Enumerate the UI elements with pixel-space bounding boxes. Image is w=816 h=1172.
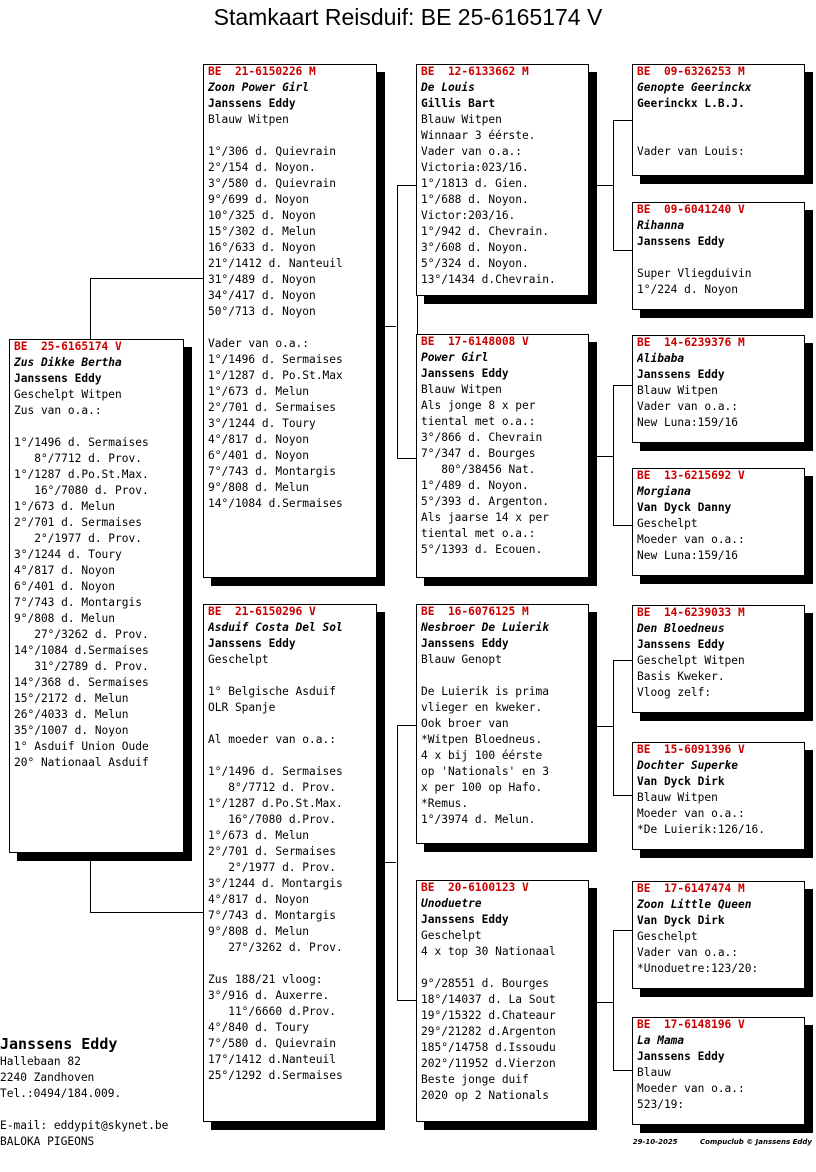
ring-number: BE 15-6091396 V xyxy=(637,743,745,756)
breeder-name: Janssens Eddy xyxy=(637,368,725,381)
pedigree-line xyxy=(208,716,372,732)
pedigree-line: 3°/866 d. Chevrain xyxy=(421,431,543,444)
pedigree-line: *Remus. xyxy=(421,797,469,810)
pedigree-line: Geschelpt xyxy=(637,930,698,943)
pedigree-line: Beste jonge duif xyxy=(421,1073,529,1086)
footer-date: 29-10-2025 xyxy=(632,1138,678,1146)
pigeon-name: Asduif Costa Del Sol xyxy=(208,621,343,634)
pedigree-line: Vloog zelf: xyxy=(637,686,712,699)
pedigree-line: 20° Nationaal Asduif xyxy=(14,756,149,769)
pedigree-line xyxy=(208,748,372,764)
pigeon-card-fmf xyxy=(632,335,805,443)
pedigree-line: Super Vliegduivin xyxy=(637,267,752,280)
pedigree-line: Blauw Genopt xyxy=(421,653,502,666)
pedigree-line: Ook broer van xyxy=(421,717,509,730)
pedigree-line: 2°/1977 d. Prov. xyxy=(14,532,142,545)
pedigree-line: Vader van o.a.: xyxy=(421,145,523,158)
pedigree-line: Vader van o.a.: xyxy=(637,946,739,959)
pigeon-name: Zoon Power Girl xyxy=(208,81,310,94)
connector-mf-bottom xyxy=(613,795,633,796)
pigeon-card-ffm xyxy=(632,202,805,310)
pedigree-line: 4°/817 d. Noyon xyxy=(208,433,310,446)
pigeon-card-mmf xyxy=(632,881,805,989)
pedigree-line: 9°/808 d. Melun xyxy=(208,481,310,494)
pedigree-line xyxy=(208,320,372,336)
pedigree-line: Zus van o.a.: xyxy=(14,404,102,417)
connector-father-top xyxy=(397,185,417,186)
pedigree-line: 34°/417 d. Noyon xyxy=(208,289,316,302)
ring-number: BE 14-6239376 M xyxy=(637,336,745,349)
pedigree-line: 29°/21282 d.Argenton xyxy=(421,1025,556,1038)
pedigree-line: OLR Spanje xyxy=(208,701,276,714)
card-lines xyxy=(10,339,183,771)
pedigree-line: 4°/817 d. Noyon xyxy=(208,893,310,906)
connector-mother-vert xyxy=(397,725,398,1000)
connector-fm-h xyxy=(589,456,613,457)
breeder-name: Janssens Eddy xyxy=(14,372,102,385)
pedigree-line xyxy=(208,128,372,144)
card-lines xyxy=(633,605,804,701)
pedigree-line: 14°/368 d. Sermaises xyxy=(14,676,149,689)
pedigree-line: 15°/302 d. Melun xyxy=(208,225,316,238)
ring-number: BE 25-6165174 V xyxy=(14,340,122,353)
breeder-name: Janssens Eddy xyxy=(637,1050,725,1063)
breeder-name: Janssens Eddy xyxy=(208,637,296,650)
card-lines xyxy=(633,335,804,431)
pigeon-name: Zoon Little Queen xyxy=(637,898,752,911)
pedigree-line: Geschelpt Witpen xyxy=(14,388,122,401)
pedigree-line: Blauw xyxy=(637,1066,671,1079)
pedigree-line: 11°/6660 d.Prov. xyxy=(208,1005,336,1018)
pedigree-line xyxy=(208,956,372,972)
pedigree-line: 10°/325 d. Noyon xyxy=(208,209,316,222)
pedigree-line: Blauw Witpen xyxy=(421,113,502,126)
connector-mm-vert xyxy=(613,930,614,1070)
pedigree-line: 9°/808 d. Melun xyxy=(208,925,310,938)
pigeon-name: La Mama xyxy=(637,1034,685,1047)
pedigree-line: 3°/1244 d. Toury xyxy=(208,417,316,430)
pedigree-line: 14°/1084 d.Sermaises xyxy=(14,644,149,657)
breeder-name: Van Dyck Dirk xyxy=(637,775,725,788)
pedigree-line: 18°/14037 d. La Sout xyxy=(421,993,556,1006)
owner-phone: Tel.:0494/184.009. xyxy=(0,1087,122,1100)
pedigree-line: 4°/840 d. Toury xyxy=(208,1021,310,1034)
pedigree-line: *Witpen Bloedneus. xyxy=(421,733,543,746)
pedigree-line: 4 x bij 100 éérste xyxy=(421,749,543,762)
pedigree-line: 9°/28551 d. Bourges xyxy=(421,977,549,990)
owner-city: 2240 Zandhoven xyxy=(0,1071,95,1084)
connector-mf-top xyxy=(613,660,633,661)
connector-ff-bottom xyxy=(613,250,633,251)
breeder-name: Geerinckx L.B.J. xyxy=(637,97,745,110)
pedigree-line: 2°/701 d. Sermaises xyxy=(208,401,336,414)
pedigree-line: 13°/1434 d.Chevrain. xyxy=(421,273,556,286)
pedigree-line: op 'Nationals' en 3 xyxy=(421,765,549,778)
pedigree-line: Vader van Louis: xyxy=(637,145,745,158)
pedigree-line: 1° Asduif Union Oude xyxy=(14,740,149,753)
pigeon-card-father-father xyxy=(416,64,589,296)
card-lines xyxy=(204,64,376,512)
pedigree-line: Geschelpt Witpen xyxy=(637,654,745,667)
pedigree-line: Geschelpt xyxy=(208,653,269,666)
pedigree-line: 1°/489 d. Noyon. xyxy=(421,479,529,492)
breeder-name: Janssens Eddy xyxy=(421,913,509,926)
pedigree-line: 2°/701 d. Sermaises xyxy=(208,845,336,858)
ring-number: BE 21-6150296 V xyxy=(208,605,316,618)
connector-mother-mid xyxy=(376,862,396,863)
pedigree-line: 16°/7080 d.Prov. xyxy=(208,813,336,826)
ring-number: BE 21-6150226 M xyxy=(208,65,316,78)
pedigree-line: 7°/743 d. Montargis xyxy=(208,465,336,478)
card-lines xyxy=(417,880,588,1104)
pedigree-line xyxy=(637,128,800,144)
pedigree-line: 25°/1292 d.Sermaises xyxy=(208,1069,343,1082)
pedigree-line: 1°/1496 d. Sermaises xyxy=(208,765,343,778)
pedigree-line: 523/19: xyxy=(637,1098,685,1111)
pedigree-line: Al moeder van o.a.: xyxy=(208,733,336,746)
pigeon-name: Morgiana xyxy=(637,485,691,498)
pedigree-line: 1°/673 d. Melun xyxy=(208,385,310,398)
connector-father-mid xyxy=(376,326,396,327)
ring-number: BE 17-6148008 V xyxy=(421,335,529,348)
pedigree-line: 7°/743 d. Montargis xyxy=(14,596,142,609)
pigeon-card-mother xyxy=(203,604,377,1122)
pedigree-line: 17°/1412 d.Nanteuil xyxy=(208,1053,336,1066)
pedigree-line: Als jaarse 14 x per xyxy=(421,511,549,524)
ring-number: BE 14-6239033 M xyxy=(637,606,745,619)
pedigree-line: 185°/14758 d.Issoudu xyxy=(421,1041,556,1054)
pedigree-line: 2°/154 d. Noyon. xyxy=(208,161,316,174)
pedigree-line: Moeder van o.a.: xyxy=(637,1082,745,1095)
pedigree-line: 4 x top 30 Nationaal xyxy=(421,945,556,958)
pigeon-card-fff xyxy=(632,64,805,176)
pedigree-line: 27°/3262 d. Prov. xyxy=(14,628,149,641)
pigeon-name: Rihanna xyxy=(637,219,685,232)
pedigree-line: 7°/743 d. Montargis xyxy=(208,909,336,922)
footer-credit: Compuclub © Janssens Eddy xyxy=(700,1138,812,1146)
pedigree-line: Moeder van o.a.: xyxy=(637,533,745,546)
pedigree-line: 1°/224 d. Noyon xyxy=(637,283,739,296)
pedigree-line: 16°/633 d. Noyon xyxy=(208,241,316,254)
pedigree-line: 1°/306 d. Quievrain xyxy=(208,145,336,158)
pedigree-line: 27°/3262 d. Prov. xyxy=(208,941,343,954)
pigeon-name: Power Girl xyxy=(421,351,489,364)
ring-number: BE 17-6147474 M xyxy=(637,882,745,895)
breeder-name: Janssens Eddy xyxy=(421,367,509,380)
pedigree-line: Blauw Witpen xyxy=(637,791,718,804)
ring-number: BE 13-6215692 V xyxy=(637,469,745,482)
pedigree-line: New Luna:159/16 xyxy=(637,549,739,562)
pigeon-name: Dochter Superke xyxy=(637,759,739,772)
pedigree-line xyxy=(421,960,584,976)
pedigree-line: 31°/489 d. Noyon xyxy=(208,273,316,286)
pedigree-line: 1°/1287 d. Po.St.Max xyxy=(208,369,343,382)
pedigree-line: 3°/580 d. Quievrain xyxy=(208,177,336,190)
pigeon-name: Unoduetre xyxy=(421,897,482,910)
pedigree-line: 3°/916 d. Auxerre. xyxy=(208,989,330,1002)
pedigree-line: 5°/393 d. Argenton. xyxy=(421,495,549,508)
pedigree-line: 8°/7712 d. Prov. xyxy=(14,452,142,465)
pigeon-name: Alibaba xyxy=(637,352,685,365)
pedigree-line: 21°/1412 d. Nanteuil xyxy=(208,257,343,270)
connector-main-mother xyxy=(90,856,205,913)
pedigree-line: 1°/673 d. Melun xyxy=(14,500,116,513)
pedigree-line: 3°/608 d. Noyon. xyxy=(421,241,529,254)
ring-number: BE 12-6133662 M xyxy=(421,65,529,78)
pedigree-line xyxy=(14,419,179,435)
pedigree-line: 9°/808 d. Melun xyxy=(14,612,116,625)
pedigree-line: 1°/673 d. Melun xyxy=(208,829,310,842)
pedigree-line: Blauw Witpen xyxy=(637,384,718,397)
card-lines xyxy=(204,604,376,1084)
breeder-name: Janssens Eddy xyxy=(637,235,725,248)
pedigree-line: tiental met o.a.: xyxy=(421,415,536,428)
connector-father-vert xyxy=(397,185,398,458)
pedigree-line: 7°/347 d. Bourges xyxy=(421,447,536,460)
pedigree-line: 5°/1393 d. Ecouen. xyxy=(421,543,543,556)
ring-number: BE 09-6041240 V xyxy=(637,203,745,216)
card-lines xyxy=(633,468,804,564)
pigeon-card-mother-mother xyxy=(416,880,589,1122)
card-lines xyxy=(633,881,804,977)
pedigree-line: 15°/2172 d. Melun xyxy=(14,692,129,705)
pedigree-line: 1°/1287 d.Po.St.Max. xyxy=(14,468,149,481)
owner-info xyxy=(0,1034,168,1150)
pedigree-line: 3°/1244 d. Toury xyxy=(14,548,122,561)
card-lines xyxy=(633,64,804,160)
pedigree-line: 1°/1287 d.Po.St.Max. xyxy=(208,797,343,810)
connector-mf-vert xyxy=(613,660,614,795)
pedigree-line: *De Luierik:126/16. xyxy=(637,823,765,836)
pedigree-line: 1°/3974 d. Melun. xyxy=(421,813,536,826)
card-lines xyxy=(417,334,588,558)
pedigree-line: 80°/38456 Nat. xyxy=(421,463,536,476)
pedigree-line: 6°/401 d. Noyon xyxy=(14,580,116,593)
ring-number: BE 16-6076125 M xyxy=(421,605,529,618)
pedigree-line: Zus 188/21 vloog: xyxy=(208,973,323,986)
connector-fm-bottom xyxy=(613,525,633,526)
pedigree-line: Victor:203/16. xyxy=(421,209,516,222)
pigeon-card-fmm xyxy=(632,468,805,576)
connector-ff-h xyxy=(589,185,613,186)
pedigree-line: 1°/1496 d. Sermaises xyxy=(14,436,149,449)
pedigree-line: Blauw Witpen xyxy=(421,383,502,396)
pedigree-line: 202°/11952 d.Vierzon xyxy=(421,1057,556,1070)
connector-mm-bottom xyxy=(613,1070,633,1071)
pedigree-line: 1°/688 d. Noyon. xyxy=(421,193,529,206)
breeder-name: Van Dyck Dirk xyxy=(637,914,725,927)
pedigree-line: 2020 op 2 Nationals xyxy=(421,1089,549,1102)
pedigree-line xyxy=(208,668,372,684)
breeder-name: Gillis Bart xyxy=(421,97,496,110)
breeder-name: Janssens Eddy xyxy=(208,97,296,110)
pedigree-line: 2°/701 d. Sermaises xyxy=(14,516,142,529)
pedigree-line: 19°/15322 d.Chateaur xyxy=(421,1009,556,1022)
card-lines xyxy=(417,604,588,828)
pedigree-line xyxy=(637,112,800,128)
pigeon-card-mmm xyxy=(632,1017,805,1125)
pedigree-line: Geschelpt xyxy=(421,929,482,942)
connector-mf-h xyxy=(589,726,613,727)
pigeon-name: Den Bloedneus xyxy=(637,622,725,635)
pedigree-line: Vader van o.a.: xyxy=(637,400,739,413)
pedigree-line: Als jonge 8 x per xyxy=(421,399,536,412)
pedigree-line: Basis Kweker. xyxy=(637,670,725,683)
card-lines xyxy=(633,742,804,838)
pedigree-line: 6°/401 d. Noyon xyxy=(208,449,310,462)
pedigree-line: x per 100 op Hafo. xyxy=(421,781,543,794)
pedigree-line: De Luierik is prima xyxy=(421,685,549,698)
owner-email: E-mail: eddypit@skynet.be xyxy=(0,1119,169,1132)
connector-fm-top xyxy=(613,385,633,386)
pedigree-line: 50°/713 d. Noyon xyxy=(208,305,316,318)
breeder-name: Janssens Eddy xyxy=(637,638,725,651)
pedigree-line: 7°/580 d. Quievrain xyxy=(208,1037,336,1050)
pedigree-line: *Unoduetre:123/20: xyxy=(637,962,759,975)
connector-mother-top xyxy=(397,725,417,726)
pedigree-line: tiental met o.a.: xyxy=(421,527,536,540)
pigeon-card-father xyxy=(203,64,377,578)
pigeon-name: Nesbroer De Luierik xyxy=(421,621,549,634)
pedigree-line: 31°/2789 d. Prov. xyxy=(14,660,149,673)
pigeon-card-father-mother xyxy=(416,334,589,578)
connector-mother-bottom xyxy=(397,1000,417,1001)
card-lines xyxy=(633,1017,804,1113)
ring-number: BE 09-6326253 M xyxy=(637,65,745,78)
pedigree-line: Vader van o.a.: xyxy=(208,337,310,350)
pedigree-line: 5°/324 d. Noyon. xyxy=(421,257,529,270)
pedigree-line: 2°/1977 d. Prov. xyxy=(208,861,336,874)
pedigree-line: 9°/699 d. Noyon xyxy=(208,193,310,206)
connector-father-bottom xyxy=(397,458,417,459)
pedigree-line: 14°/1084 d.Sermaises xyxy=(208,497,343,510)
pedigree-line xyxy=(421,668,584,684)
owner-name: Janssens Eddy xyxy=(0,1035,118,1053)
pigeon-card-mff xyxy=(632,605,805,713)
owner-loft: BALOKA PIGEONS xyxy=(0,1135,95,1148)
pedigree-line: 1°/942 d. Chevrain. xyxy=(421,225,549,238)
pedigree-line: Blauw Witpen xyxy=(208,113,289,126)
connector-mm-h xyxy=(589,1002,613,1003)
pedigree-line: 16°/7080 d. Prov. xyxy=(14,484,149,497)
pigeon-name: De Louis xyxy=(421,81,475,94)
pedigree-line: 3°/1244 d. Montargis xyxy=(208,877,343,890)
breeder-name: Van Dyck Danny xyxy=(637,501,732,514)
pedigree-line: 8°/7712 d. Prov. xyxy=(208,781,336,794)
pedigree-line: 1° Belgische Asduif xyxy=(208,685,336,698)
pigeon-card-main xyxy=(9,339,184,853)
pedigree-line: vlieger en kweker. xyxy=(421,701,543,714)
pedigree-line: 26°/4033 d. Melun xyxy=(14,708,129,721)
breeder-name: Janssens Eddy xyxy=(421,637,509,650)
ring-number: BE 20-6100123 V xyxy=(421,881,529,894)
pigeon-name: Genopte Geerinckx xyxy=(637,81,752,94)
pedigree-line: New Luna:159/16 xyxy=(637,416,739,429)
card-lines xyxy=(633,202,804,298)
pigeon-name: Zus Dikke Bertha xyxy=(14,356,122,369)
connector-ff-top xyxy=(613,120,633,121)
pedigree-line: 1°/1813 d. Gien. xyxy=(421,177,529,190)
ring-number: BE 17-6148196 V xyxy=(637,1018,745,1031)
pedigree-line: 35°/1007 d. Noyon xyxy=(14,724,129,737)
pigeon-card-mfm xyxy=(632,742,805,850)
connector-mm-top xyxy=(613,930,633,931)
page-title: Stamkaart Reisduif: BE 25-6165174 V xyxy=(213,4,603,30)
connector-main-father xyxy=(90,278,205,340)
pigeon-card-mother-father xyxy=(416,604,589,844)
pedigree-line: Winnaar 3 éérste. xyxy=(421,129,536,142)
pedigree-line xyxy=(637,250,800,266)
owner-street: Hallebaan 82 xyxy=(0,1055,81,1068)
footer xyxy=(613,1138,812,1146)
pedigree-line: 4°/817 d. Noyon xyxy=(14,564,116,577)
pedigree-line: Victoria:023/16. xyxy=(421,161,529,174)
connector-fm-vert xyxy=(613,385,614,525)
card-lines xyxy=(417,64,588,288)
pedigree-line: Moeder van o.a.: xyxy=(637,807,745,820)
pedigree-line: Geschelpt xyxy=(637,517,698,530)
pedigree-line: 1°/1496 d. Sermaises xyxy=(208,353,343,366)
